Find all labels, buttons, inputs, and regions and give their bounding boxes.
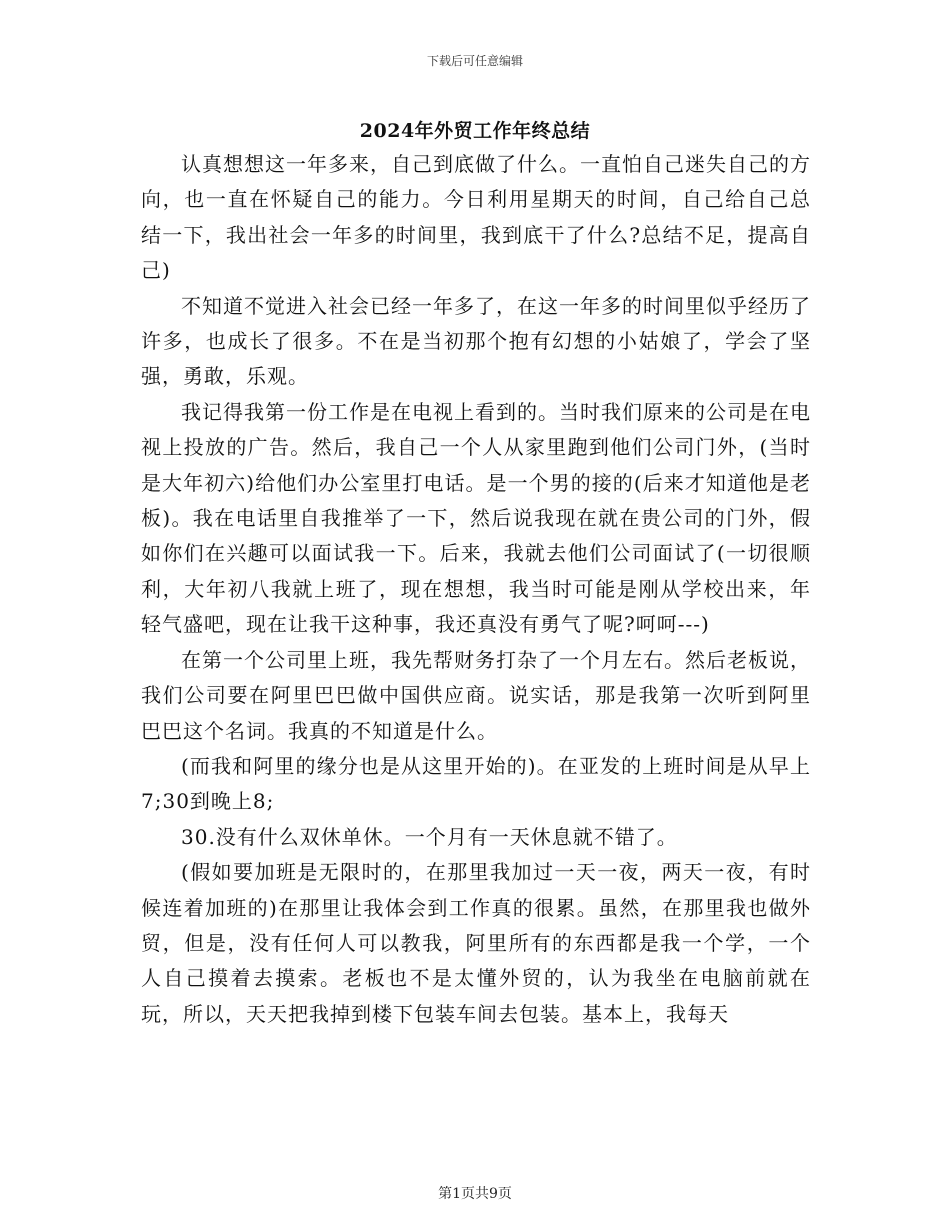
paragraph: 不知道不觉进入社会已经一年多了，在这一年多的时间里似乎经历了许多，也成长了很多。不在是当初那个抱有幻想的小姑娘了，学会了坚强，勇敢，乐观。 — [141, 293, 811, 389]
paragraph: 我记得我第一份工作是在电视上看到的。当时我们原来的公司是在电视上投放的广告。然后，我自己一个人从家里跑到他们公司门外，(当时是大年初六)给他们办公室里打电话。是一个男的接的(后来才知道他是老板)。我在电话里自我推举了一下，然后说我现在就在贵公司的门外，假如你们在兴趣可以面试我一下。后来，我就去他们公司面试了(一切很顺利，大年初八我就上班了，现在想想，我当时可能是刚从学校出来，年轻气盛吧，现在让我干这种事，我还真没有勇气了呢?呵呵---) — [141, 399, 811, 637]
paragraph: 认真想想这一年多来，自己到底做了什么。一直怕自己迷失自己的方向，也一直在怀疑自己的能力。今日利用星期天的时间，自己给自己总结一下，我出社会一年多的时间里，我到底干了什么?总结不足，提高自己) — [141, 152, 811, 283]
paragraph: 30.没有什么双休单休。一个月有一天休息就不错了。 — [181, 824, 678, 849]
page-footer: 第1页共9页 — [438, 1186, 512, 1202]
paragraph: (而我和阿里的缘分也是从这里开始的)。在亚发的上班时间是从早上7;30到晚上8; — [141, 753, 811, 814]
document-title: 2024年外贸工作年终总结 — [359, 120, 591, 142]
paragraph: 在第一个公司里上班，我先帮财务打杂了一个月左右。然后老板说，我们公司要在阿里巴巴做中国供应商。说实话，那是我第一次听到阿里巴巴这个名词。我真的不知道是什么。 — [141, 647, 811, 743]
page-header: 下载后可任意编辑 — [426, 54, 523, 68]
paragraph: (假如要加班是无限时的，在那里我加过一天一夜，两天一夜，有时候连着加班的)在那里让我体会到工作真的很累。虽然，在那里我也做外贸，但是，没有任何人可以教我，阿里所有的东西都是我一个学，一个人自己摸着去摸索。老板也不是太懂外贸的，认为我坐在电脑前就在玩，所以，天天把我掉到楼下包装车间去包装。基本上，我每天 — [141, 860, 811, 1026]
document-body — [141, 147, 811, 1032]
